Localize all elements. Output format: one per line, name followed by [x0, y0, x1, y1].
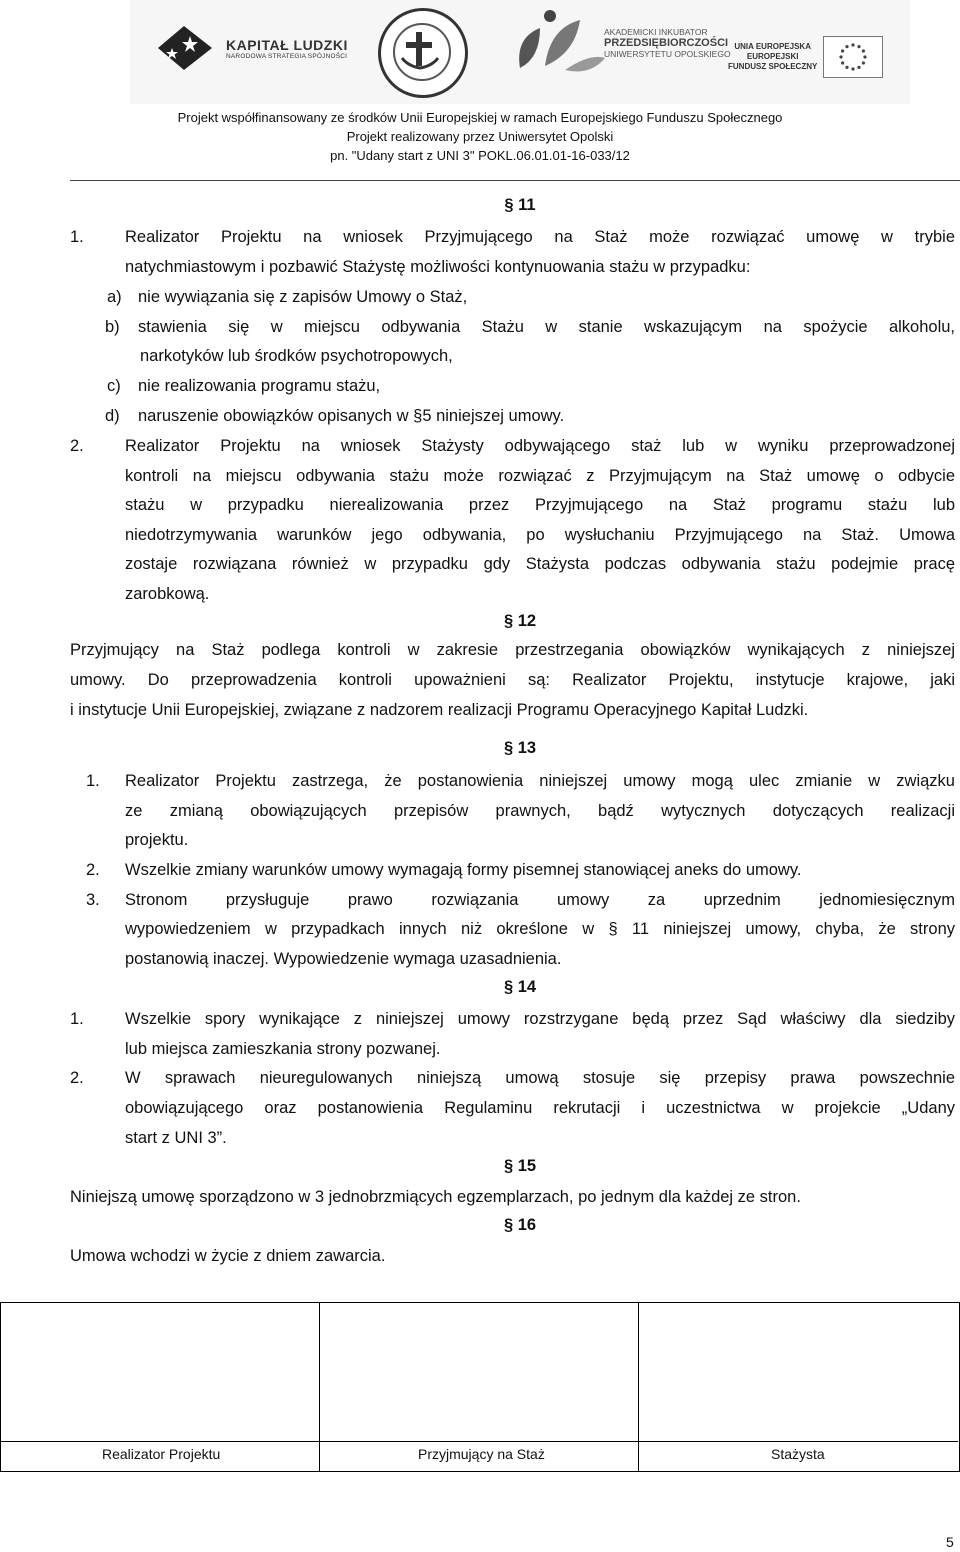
s16-text: Umowa wchodzi w życie z dniem zawarcia.	[70, 1247, 386, 1265]
s11-item-d-label: d)	[105, 407, 120, 425]
section-11-title: § 11	[504, 196, 536, 214]
s13-item3-line2: wypowiedzeniem w przypadkach innych niż określone w § 11 niniejszej umowy, chyba, że strony	[125, 920, 955, 938]
s11-p2-line6: zarobkową.	[125, 585, 210, 603]
aip-line3: UNIWERSYTETU OPOLSKIEGO	[604, 48, 731, 59]
s13-item3-line3: postanowią inaczej. Wypowiedzenie wymaga uzasadnienia.	[125, 950, 562, 968]
aip-logo	[510, 8, 731, 78]
s11-item-c-label: c)	[107, 377, 121, 395]
eu-line2: EUROPEJSKI	[746, 52, 799, 61]
signature-label-divider	[0, 1441, 958, 1442]
s11-item-b-label: b)	[105, 318, 120, 336]
s13-item1-number: 1.	[86, 772, 100, 790]
aip-leaf-icon	[510, 8, 610, 78]
kapital-ludzki-emblem	[150, 18, 220, 78]
header-text	[0, 108, 960, 165]
header-line-1: Projekt współfinansowany ze środków Unii Europejskiej w ramach Europejskiego Funduszu Społecznego	[177, 110, 783, 125]
s12-line1: Przyjmujący na Staż podlega kontroli w zakresie przestrzegania obowiązków wynikających z niniejszej	[70, 641, 955, 659]
s11-p2-line1: Realizator Projektu na wniosek Stażysty odbywającego staż lub w wyniku przeprowadzonej	[125, 437, 955, 455]
s12-line2: umowy. Do przeprowadzenia kontroli upoważnieni są: Realizator Projektu, instytucje krajowe, jaki	[70, 671, 955, 689]
s11-p2-line3: stażu w przypadku nierealizowania przez Przyjmującego na Staż programu stażu lub	[125, 496, 955, 514]
s11-p2-line5: zostaje rozwiązana również w przypadku gdy Stażysta podczas odbywania stażu podejmie pracę	[125, 555, 955, 573]
s14-item1-line2: lub miejsca zamieszkania strony pozwanej.	[125, 1040, 441, 1058]
eu-line1: UNIA EUROPEJSKA	[734, 42, 811, 51]
s11-item-b-cont: narkotyków lub środków psychotropowych,	[140, 347, 453, 365]
s13-item3-line1: Stronom przysługuje prawo rozwiązania umowy za uprzednim jednomiesięcznym	[125, 891, 955, 909]
s14-item2-line2: obowiązującego oraz postanowienia Regulaminu rekrutacji i uczestnictwa w projekcie „Udany	[125, 1099, 955, 1117]
signature-label-realizator: Realizator Projektu	[102, 1446, 221, 1462]
s14-item2-line1: W sprawach nieuregulowanych niniejszą umową stosuje się przepisy prawa powszechnie	[125, 1069, 955, 1087]
s14-item2-line3: start z UNI 3”.	[125, 1129, 227, 1147]
s11-p2-number: 2.	[70, 437, 84, 455]
s14-item2-number: 2.	[70, 1069, 84, 1087]
section-13-title: § 13	[503, 739, 537, 757]
signature-label-przyjmujacy: Przyjmujący na Staż	[418, 1446, 545, 1462]
eu-flag-icon	[823, 36, 883, 78]
eu-logo	[728, 36, 883, 78]
s14-item1-line1: Wszelkie spory wynikające z niniejszej umowy rozstrzygane będą przez Sąd właściwy dla siedziby	[125, 1010, 955, 1028]
signature-label-stazysta: Stażysta	[771, 1446, 825, 1462]
s13-item1-line1: Realizator Projektu zastrzega, że postanowienia niniejszej umowy mogą ulec zmianie w związku	[125, 772, 955, 790]
header-divider	[70, 180, 960, 181]
s15-text: Niniejszą umowę sporządzono w 3 jednobrzmiących egzemplarzach, po jednym dla każdej ze stron.	[70, 1188, 801, 1206]
s13-item2-line1: Wszelkie zmiany warunków umowy wymagają formy pisemnej stanowiącej aneks do umowy.	[125, 861, 802, 879]
kapital-ludzki-name: KAPITAŁ LUDZKI	[226, 36, 348, 53]
aip-line1: AKADEMICKI INKUBATOR	[604, 26, 708, 37]
page-number: 5	[946, 1534, 954, 1550]
eu-line3: FUNDUSZ SPOŁECZNY	[728, 62, 818, 71]
s13-item1-line3: projektu.	[125, 831, 189, 849]
section-12-title: § 12	[503, 612, 537, 630]
aip-line2: PRZEDSIĘBIORCZOŚCI	[604, 36, 729, 49]
s11-item-a-label: a)	[107, 288, 122, 306]
s11-p2-line2: kontroli na miejscu odbywania stażu może rozwiązać z Przyjmującym na Staż umowę o odbycie	[125, 467, 955, 485]
s14-item1-number: 1.	[70, 1010, 84, 1028]
s11-p1-line2: natychmiastowym i pozbawić Stażystę możliwości kontynuowania stażu w przypadku:	[125, 258, 751, 276]
s13-item1-line2: ze zmianą obowiązujących przepisów prawnych, bądź wytycznych dotyczących realizacji	[125, 802, 955, 820]
university-seal-logo	[378, 8, 468, 98]
s11-item-a-text: nie wywiązania się z zapisów Umowy o Staż,	[138, 288, 468, 306]
university-seal-emblem	[378, 8, 468, 98]
s11-p1-line1: Realizator Projektu na wniosek Przyjmującego na Staż może rozwiązać umowę w trybie	[125, 228, 955, 246]
section-15-title: § 15	[503, 1157, 537, 1175]
s12-line3: i instytucje Unii Europejskiej, związane z nadzorem realizacji Programu Operacyjnego Kapitał Ludzki.	[70, 701, 809, 719]
kapital-ludzki-logo	[150, 18, 348, 78]
s11-item-d-text: naruszenie obowiązków opisanych w §5 niniejszej umowy.	[138, 407, 565, 425]
header-line-2: Projekt realizowany przez Uniwersytet Opolski	[346, 129, 614, 144]
s11-p2-line4: niedotrzymywania warunków jego odbywania, po wysłuchaniu Przyjmującego na Staż. Umowa	[125, 526, 955, 544]
s11-item-c-text: nie realizowania programu stażu,	[138, 377, 381, 395]
header-line-3: pn. "Udany start z UNI 3" POKL.06.01.01-16-033/12	[330, 148, 630, 163]
s13-item2-number: 2.	[86, 861, 100, 879]
s11-item-b-text: stawienia się w miejscu odbywania Stażu w stanie wskazującym na spożycie alkoholu,	[138, 318, 955, 336]
s11-p1-number: 1.	[70, 228, 84, 246]
section-16-title: § 16	[503, 1216, 537, 1234]
s13-item3-number: 3.	[86, 891, 100, 909]
section-14-title: § 14	[503, 978, 537, 996]
kapital-ludzki-subtitle: NARODOWA STRATEGIA SPÓJNOŚCI	[226, 52, 348, 60]
